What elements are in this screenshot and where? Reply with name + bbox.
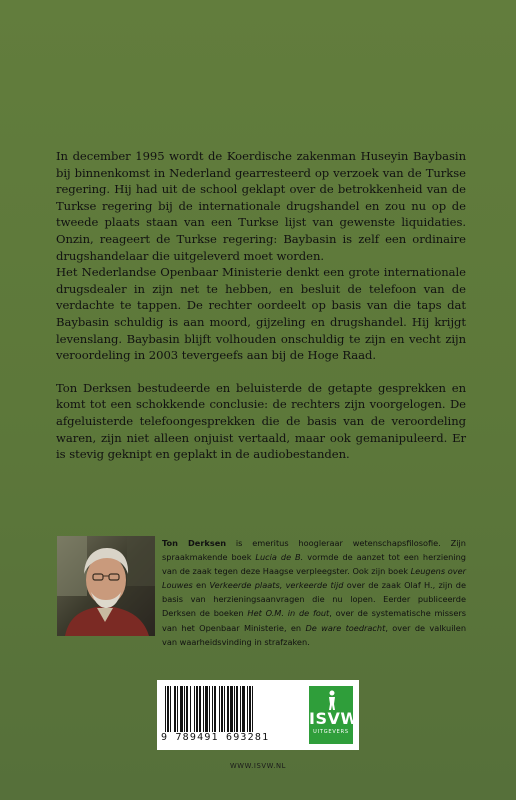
barcode-bars [163,686,303,732]
author-bio [162,536,466,649]
bio-text-5: , over de systematische missers van het Openbaar Ministerie, en [162,608,466,633]
bio-text-3: en [192,580,210,591]
isbn-number: 9 789491 693281 [161,732,270,743]
book-title-om-in-de-fout: Het O.M. in de fout [247,608,330,619]
publisher-logo-mark: ISVW [309,709,359,728]
figure-icon [327,690,337,710]
bio-text-2: vormde de aanzet tot een herziening van de zaak tegen deze Haagse verpleegster. Ook zijn boek [162,552,466,577]
author-section [57,536,467,647]
author-photo [57,536,155,636]
book-title-ware-toedracht: De ware toedracht [305,622,386,633]
author-name: Ton Derksen [162,538,227,548]
bio-text-1: is emeritus hoogleraar wetenschapsfilosofie. Zijn spraakmakende boek [162,538,466,563]
book-title-lucia: Lucia de B. [255,552,304,563]
isbn-barcode-panel [157,680,359,750]
publisher-url: WWW.ISVW.NL [229,762,287,770]
blurb-paragraph-1: In december 1995 wordt de Koerdische zakenman Huseyin Baybasin bij binnenkomst in Nederland gearresteerd op verzoek van de Turkse regering. Hij had uit de school geklapt over de betrokkenheid van de Turkse regering bij de internationale drugshandel en zou nu op de tweede plaats staan van een Turkse lijst van gewenste liquidaties. Onzin, reageert de Turkse regering: Baybasin is zelf een ordinaire drugshandelaar die uitgeleverd moet worden. [56,149,466,263]
publisher-logo [309,686,359,744]
book-title-louwes: Leugens over Louwes [162,566,466,591]
bio-text-4: over de zaak Olaf H., zijn de basis van herzieningsaanvragen die nu lopen. Eerder publiceerde Derksen de boeken [162,580,466,619]
blurb-paragraph-2: Het Nederlandse Openbaar Ministerie denkt een grote internationale drugsdealer in zijn net te hebben, en besluit de telefoon van de verdachte te tappen. De rechter oordeelt op basis van die taps dat Baybasin schuldig is aan moord, gijzeling en drugshandel. Hij krijgt levenslang. Baybasin blijft volhouden onschuldig te zijn en vecht zijn veroordeling in 2003 tevergeefs aan bij de Hoge Raad. [56,265,466,363]
bio-text-6: , over de valkuilen van waarheidsvinding in strafzaken. [162,622,467,647]
book-title-verkeerde-plaats: Verkeerde plaats, verkeerde tijd [209,580,344,591]
back-cover-blurb [56,148,466,463]
publisher-logo-subtitle: UITGEVERS [313,729,349,735]
blurb-paragraph-3: Ton Derksen bestudeerde en beluisterde de getapte gesprekken en komt tot een schokkende conclusie: de rechters zijn voorgelogen. De afgeluisterde telefoongesprekken die de basis van de veroordeling waren, zijn niet alleen onjuist vertaald, maar ook gemanipuleerd. Er is stevig geknipt en geplakt in de audiobestanden. [56,380,466,462]
